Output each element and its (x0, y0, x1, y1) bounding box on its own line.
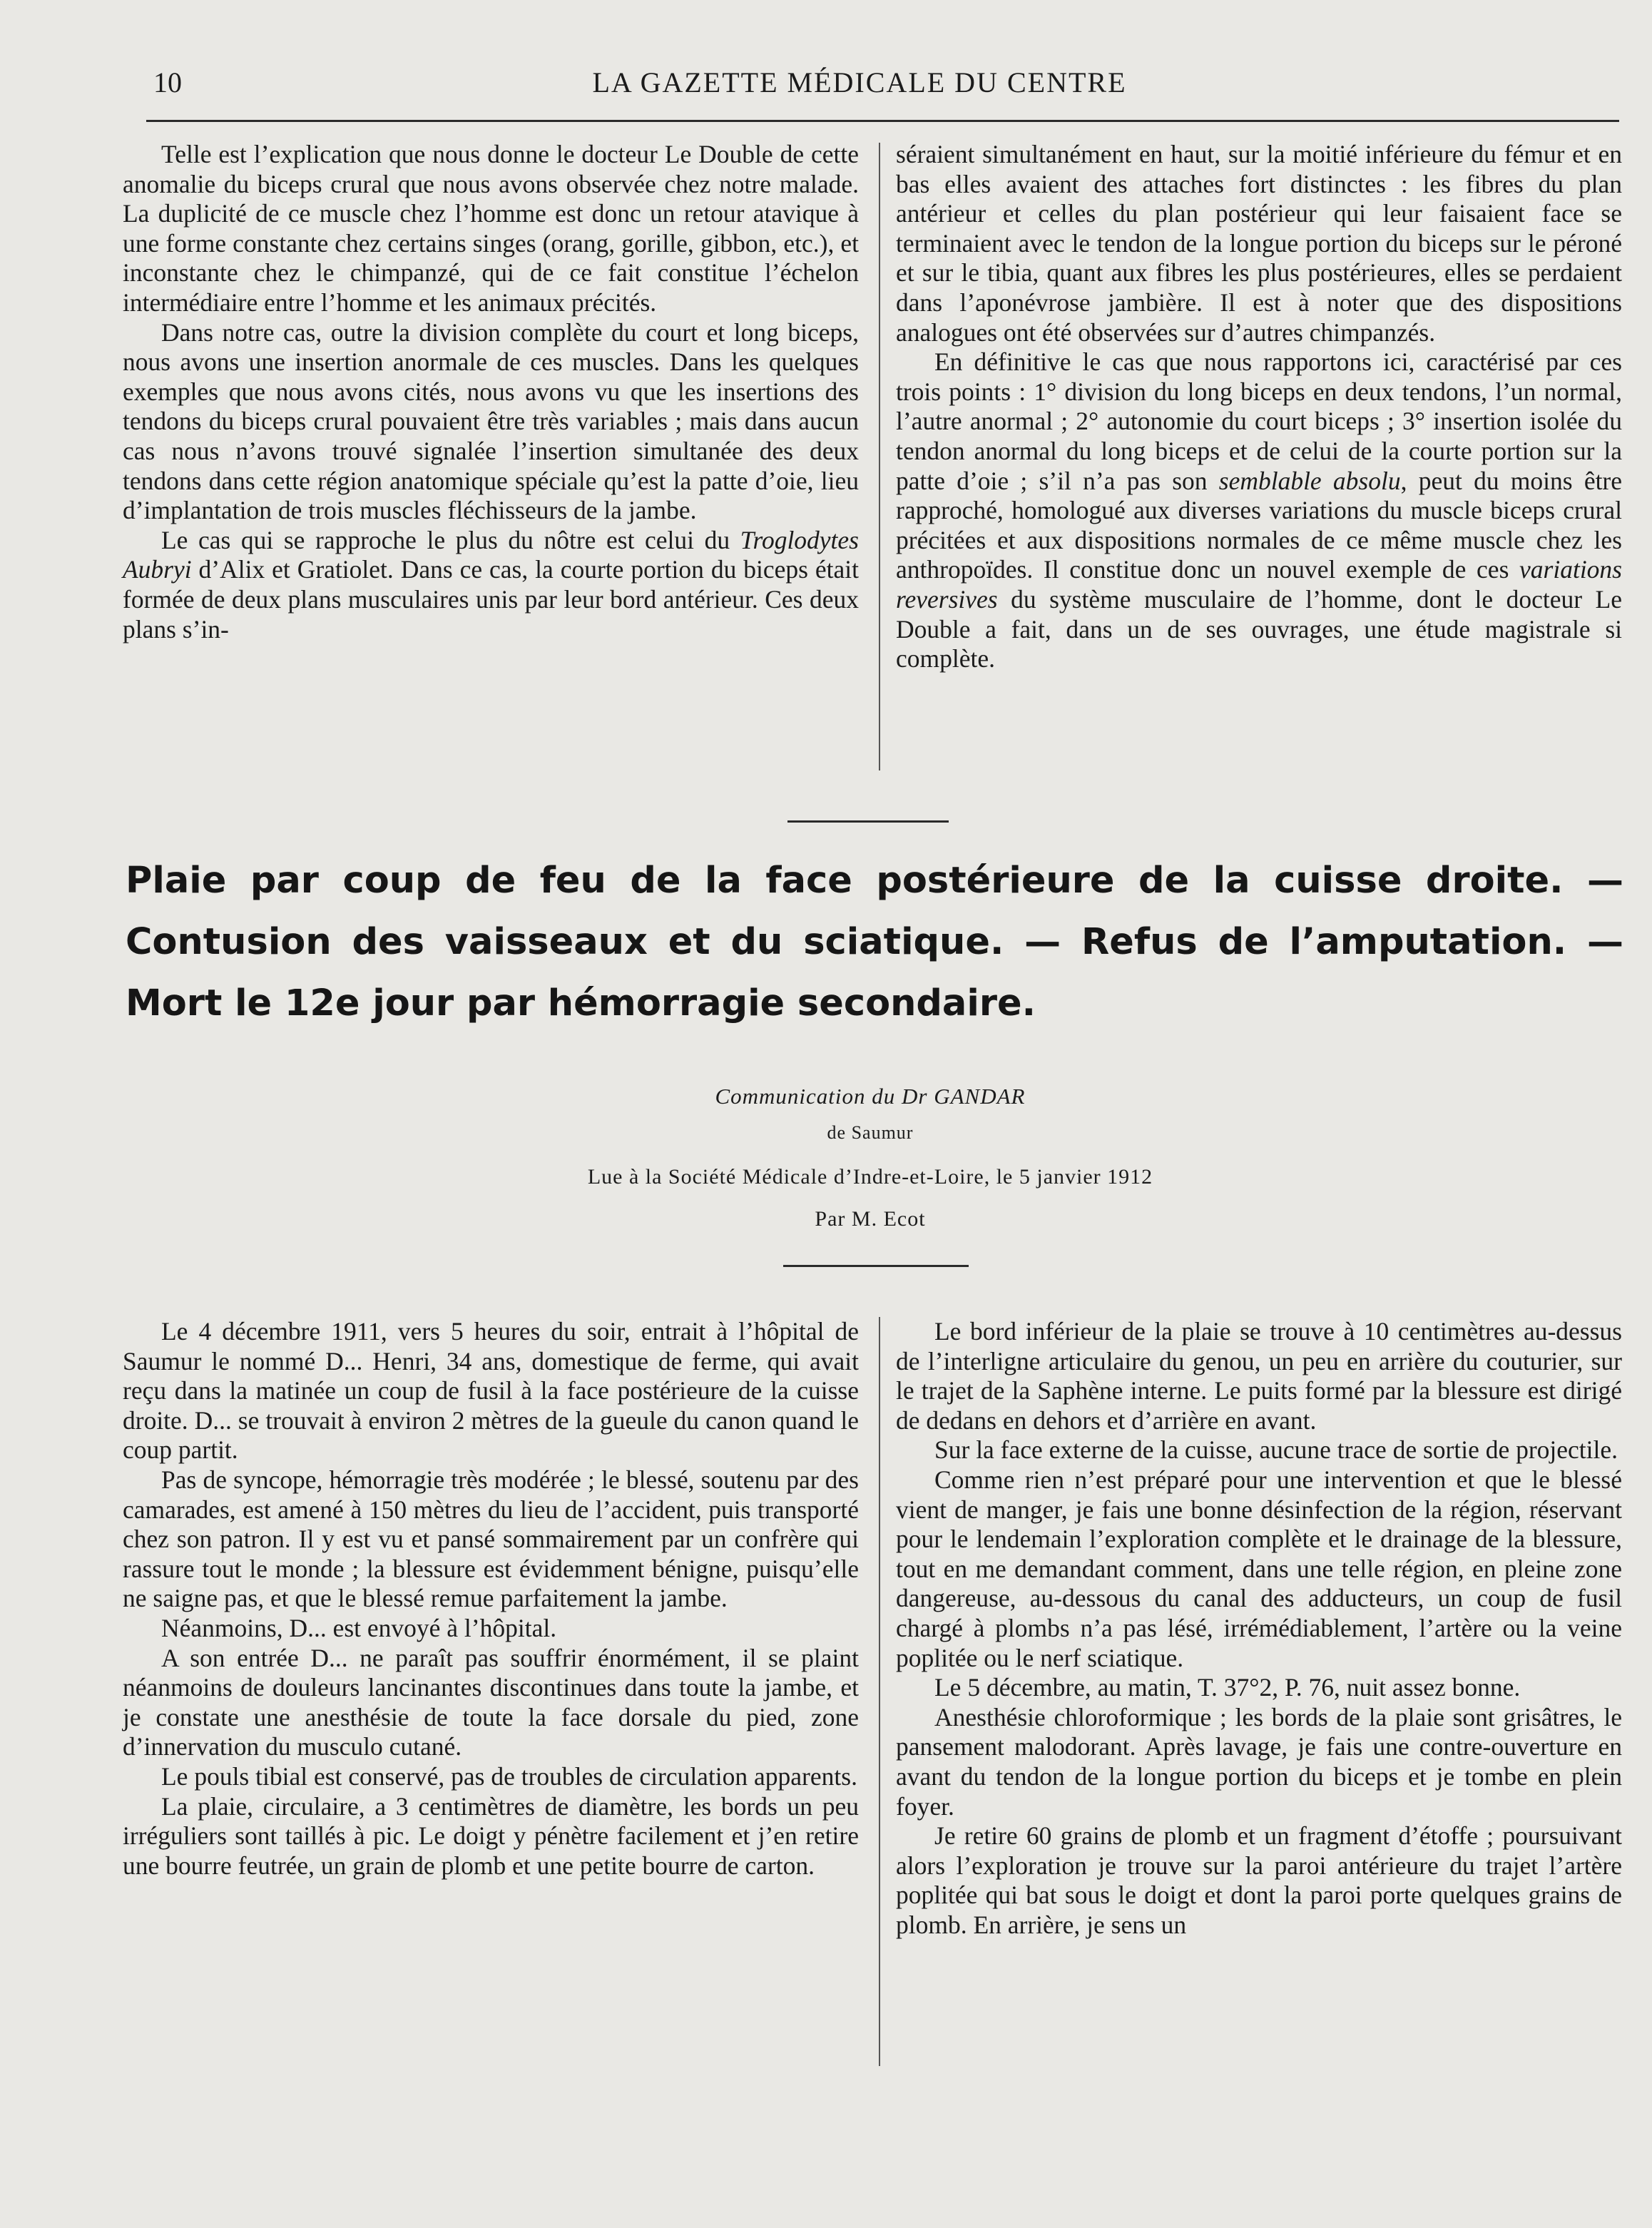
text-run: En définitive le cas que nous rapportons ici, caractérisé par ces trois points : 1° division du long biceps en deux tendons, l’un normal, l’autre anormal ; 2° autonomie du court biceps ; 3° insertion isolée du tendon anormal du long biceps et de celui de la courte portion sur la patte d’oie ; s’il n’a pas son (896, 347, 1622, 495)
species-name: Troglodytes Aubryi (123, 525, 859, 584)
page-number: 10 (153, 66, 182, 98)
title-separator (783, 1265, 969, 1267)
paragraph: Dans notre cas, outre la division complète du court et long biceps, nous avons une insertion anormale de ces muscles. Dans les quelques exemples que nous avons cités, nous avons vu que les insertions des tendons du biceps crural pouvaient être très variables ; mais dans aucun cas nous n’avons trouvé signalée l’insertion simultanée des deux tendons dans cette région anatomique spéciale qu’est la patte d’oie, lieu d’implantation de trois muscles fléchisseurs de la jambe. (123, 317, 859, 525)
paragraph: Néanmoins, D... est envoyé à l’hôpital. (161, 1613, 557, 1642)
communication-line (399, 1084, 1341, 1109)
paragraph: Le 4 décembre 1911, vers 5 heures du soir, entrait à l’hôpital de Saumur le nommé D... Henri, 34 ans, domestique de ferme, qui avait reçu dans la matinée un coup de fusil à la face postérieure de la cuisse droite. D... se trouvait à environ 2 mètres de la gueule du canon quand le coup partit. (123, 1317, 859, 1465)
paragraph: La plaie, circulaire, a 3 centimètres de diamètre, les bords un peu irréguliers sont taillés à pic. Le doigt y pénètre facilement et j’en retire une bourre feutrée, un grain de plomb et une petite bourre de carton. (123, 1791, 859, 1880)
running-head (146, 66, 1544, 108)
communication-text: Communication du Dr GANDAR (715, 1084, 1026, 1109)
text-run: d’Alix et Gratiolet. Dans ce cas, la courte portion du biceps était formée de deux plans musculaires unis par leur bord antérieur. Ces deux plans s’in- (123, 555, 859, 644)
author-line: Par M. Ecot (815, 1207, 926, 1231)
column-bottom-left (123, 1317, 859, 1881)
italic-phrase: variations reversives (896, 555, 1622, 614)
section-separator (787, 820, 949, 823)
paragraph: Le 5 décembre, au matin, T. 37°2, P. 76, nuit assez bonne. (934, 1673, 1521, 1702)
place-line: de Saumur (827, 1122, 914, 1143)
text-run: du système musculaire de l’homme, dont le docteur Le Double a fait, dans un de ses ouvrages, une étude magistrale si complète. (896, 584, 1622, 673)
column-bottom-right (896, 1317, 1622, 1940)
italic-phrase: semblable absolu (1218, 466, 1401, 495)
read-at-line: Lue à la Société Médicale d’Indre-et-Loire, le 5 janvier 1912 (587, 1165, 1153, 1189)
paragraph (896, 347, 1622, 674)
column-divider (879, 143, 880, 770)
journal-title: LA GAZETTE MÉDICALE DU CENTRE (592, 66, 1127, 98)
paragraph: Je retire 60 grains de plomb et un fragment d’étoffe ; poursuivant alors l’exploration je trouve sur la paroi antérieure du trajet l’artère poplitée qui bat sous le doigt et dont la paroi porte quelques grains de plomb. En arrière, je sens un (896, 1821, 1622, 1939)
paragraph: Anesthésie chloroformique ; les bords de la plaie sont grisâtres, le pansement malodorant. Après lavage, je fais une contre-ouverture en avant du tendon de la longue portion du biceps et je tombe en plein foyer. (896, 1702, 1622, 1821)
paragraph: séraient simultanément en haut, sur la moitié inférieure du fémur et en bas elles avaient des attaches fort distinctes : les fibres du plan antérieur et celles du plan postérieur qui leur faisaient face se terminaient avec le tendon de la longue portion du biceps sur le péroné et sur le tibia, quant aux fibres les plus postérieures, elles se perdaient dans l’aponévrose jambière. Il est à noter que des dispositions analogues ont été observées sur d’autres chimpanzés. (896, 140, 1622, 347)
text-run: , peut du moins être rapproché, homologué aux diverses variations du muscle biceps crural précitées et aux dispositions normales de ce même muscle chez les anthropoïdes. Il constitue donc un nouvel exemple de ces (896, 466, 1623, 584)
article-title: Plaie par coup de feu de la face postérieure de la cuisse droite. — Contusion des vaisseaux et du sciatique. — Refus de l’amputation. — Mort le 12e jour par hémorragie secondaire. (126, 860, 1623, 1024)
paragraph: Telle est l’explication que nous donne le docteur Le Double de cette anomalie du biceps crural que nous avons observée chez notre malade. La duplicité de ce muscle chez l’homme est donc un retour atavique à une forme constante chez certains singes (orang, gorille, gibbon, etc.), et inconstante chez le chimpanzé, qui de ce fait constitue l’échelon intermédiaire entre l’homme et les animaux précités. (123, 140, 859, 317)
paragraph: Le pouls tibial est conservé, pas de troubles de circulation apparents. (161, 1761, 857, 1791)
paragraph (123, 526, 859, 644)
paragraph: Le bord inférieur de la plaie se trouve à 10 centimètres au-dessus de l’interligne articulaire du genou, un peu en arrière du couturier, sur le trajet de la Saphène interne. Le puits formé par la blessure est dirigé de dedans en dehors et d’arrière en avant. (896, 1317, 1622, 1435)
column-divider (879, 1317, 880, 2066)
paragraph: A son entrée D... ne paraît pas souffrir énormément, il se plaint néanmoins de douleurs lancinantes discontinues dans toute la jambe, et je constate une anesthésie de toute la face dorsale du pied, zone d’innervation du musculo cutané. (123, 1643, 859, 1761)
column-top-left (123, 140, 859, 644)
column-top-right (896, 140, 1622, 674)
header-rule (146, 120, 1619, 122)
paragraph: Comme rien n’est préparé pour une intervention et que le blessé vient de manger, je fais une bonne désinfection de la région, réservant pour le lendemain l’exploration complète et le drainage de la blessure, tout en me demandant comment, dans une telle région, en pleine zone dangereuse, au-dessous du canal des adducteurs, un coup de fusil chargé à plombs n’a pas lésé, irrémédiablement, l’artère ou la veine poplitée ou le nerf sciatique. (896, 1465, 1622, 1672)
paragraph: Sur la face externe de la cuisse, aucune trace de sortie de projectile. (934, 1435, 1618, 1465)
text-run: Le cas qui se rapproche le plus du nôtre est celui du (161, 525, 740, 554)
paragraph: Pas de syncope, hémorragie très modérée ; le blessé, soutenu par des camarades, est amené à 150 mètres du lieu de l’accident, puis transporté chez son patron. Il y est vu et pansé sommairement par un confrère qui rassure tout le monde ; la blessure est évidemment bénigne, puisqu’elle ne saigne pas, et que le blessé remue parfaitement la jambe. (123, 1465, 859, 1613)
